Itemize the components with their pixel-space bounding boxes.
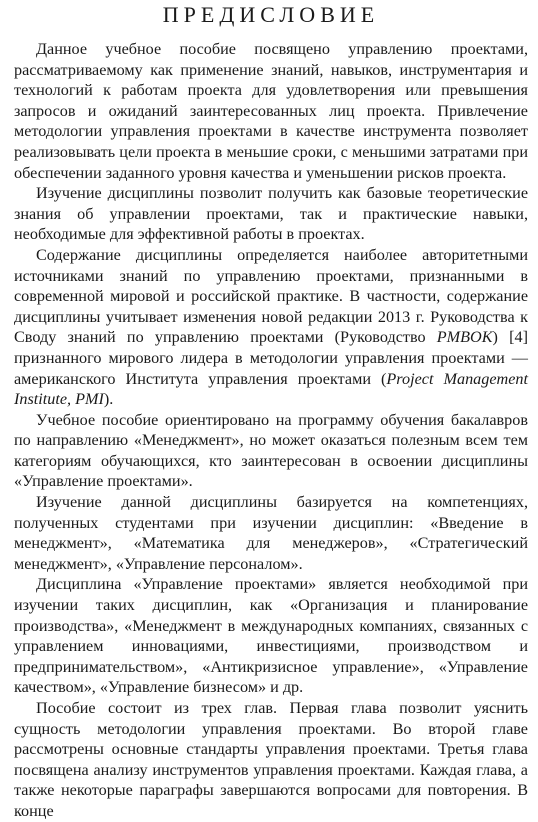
paragraph-content-sources-part-1: Содержание дисциплины определяется наиболее авторитетными источниками знаний по управлению проектами, признанными в современной мировой и российской практике. В частности, содержание дисциплины учитывает изменения новой редакции 2013 г. Руководства к Своду знаний по управлению проектами (Руководство xyxy=(14,245,528,347)
paragraph-followups: Дисциплина «Управление проектами» является необходимой при изучении таких дисциплин, как «Организация и планирование производства», «Менеджмент в международных компаниях, связанных с управлением инновациями, инвестициями, производством и предпринимательством», «Антикризисное управление», «Управление качеством», «Управление бизнесом» и др. xyxy=(14,575,528,697)
page-body xyxy=(14,39,528,822)
paragraph-content-sources xyxy=(14,245,528,410)
pmi-italic: Project Management Institute, PMI xyxy=(14,369,529,409)
paragraph-intro: Данное учебное пособие посвящено управлению проектами, рассматриваемому как применение знаний, навыков, инструментария и технологий к работам проекта для удовлетворения или превышения запросов и ожиданий заинтересованных лиц проекта. Привлечение методологии управления проектами в качестве инструмента позволяет реализовывать цели проекта в меньшие сроки, с меньшими затратами при обеспечении заданного уровня качества и уменьшении рисков проекта. xyxy=(14,40,528,182)
paragraph-prerequisites: Изучение данной дисциплины базируется на компетенциях, полученных студентами при изучении дисциплин: «Введение в менеджмент», «Математика для менеджеров», «Стратегический менеджмент», «Управление персоналом». xyxy=(14,493,528,573)
paragraph-audience: Учебное пособие ориентировано на программу обучения бакалавров по направлению «Менеджмент», но может оказаться полезным всем тем категориям обучающихся, кто заинтересован в освоении дисциплины «Управление проектами». xyxy=(14,410,528,491)
paragraph-study-goals: Изучение дисциплины позволит получить как базовые теоретические знания об управлении проектами, так и практические навыки, необходимые для эффективной работы в проектах. xyxy=(14,184,528,244)
paragraph-content-sources-part-2: ) [4] признанного мирового лидера в методологии управления проектами — американского Института управления проектами ( xyxy=(14,328,528,388)
paragraph-content-sources-part-3: ). xyxy=(103,390,114,409)
pmbok-italic: PMBOK xyxy=(436,328,493,347)
page-title: ПРЕДИСЛОВИЕ xyxy=(162,2,380,27)
paragraph-structure: Пособие состоит из трех глав. Первая глава позволит уяснить сущность методологии управления проектами. Во второй главе рассмотрены основные стандарты управления проектами. Третья глава посвящена анализу инструментов управления проектами. Каждая глава, а также некоторые параграфы завершаются вопросами для повторения. В конце xyxy=(14,699,528,820)
